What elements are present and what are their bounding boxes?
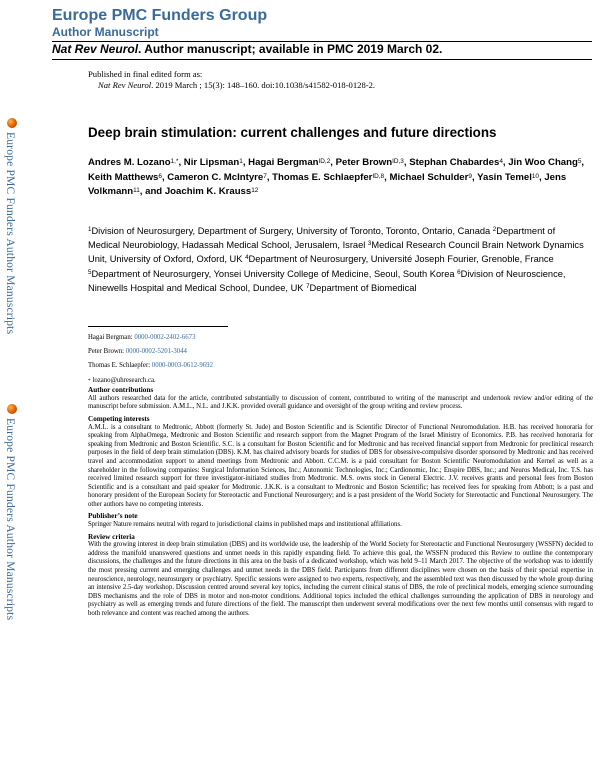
author-affiliation-marker: 9 [468, 172, 472, 180]
footnotes [88, 334, 593, 619]
affiliation-number: 4 [245, 254, 249, 262]
author [165, 186, 259, 197]
contributions-heading: Author contributions [88, 386, 154, 395]
affiliation-number: 1 [88, 226, 92, 233]
author-name: Peter Brown [335, 157, 393, 168]
affiliation-text: Department of Neurosurgery, Université Joseph Fourier, Grenoble, France [248, 254, 554, 265]
footnote-divider [88, 326, 228, 327]
affiliation-list [88, 224, 588, 295]
contributions-section [88, 386, 593, 412]
author-name: Keith Matthews [88, 171, 159, 183]
affiliation [306, 283, 416, 293]
funder-group-name: Europe PMC Funders Group [52, 7, 268, 24]
email-star: * [88, 377, 91, 384]
author-separator: , [161, 171, 168, 183]
competing-section [88, 415, 593, 510]
author-affiliation-marker: 1 [239, 158, 243, 165]
author-affiliation-marker: ID,8 [372, 172, 385, 180]
author-manuscript-label: Author Manuscript [52, 25, 159, 39]
author-affiliation-marker: 4 [499, 158, 503, 165]
orcid-link[interactable]: 0000-0003-0612-9692 [151, 362, 213, 370]
author-separator: , [330, 157, 336, 168]
author-list [88, 156, 588, 200]
author-affiliation-marker: ID,2 [318, 158, 331, 165]
affiliation [88, 226, 493, 236]
affiliation [88, 269, 457, 279]
author-name: Hagai Bergman [248, 157, 319, 168]
orcid-name: Peter Brown: [88, 348, 126, 356]
sidebar-watermark-bottom [4, 404, 20, 620]
header-divider-2 [52, 59, 592, 60]
author [184, 157, 248, 168]
author-name: Nir Lipsman [183, 157, 240, 168]
author [409, 157, 508, 168]
author [88, 157, 184, 168]
author-separator: , [266, 171, 273, 183]
orcid-name: Hagai Bergman: [88, 334, 135, 341]
europe-pmc-logo-icon [7, 118, 17, 128]
author-separator: , [384, 171, 390, 183]
orcid-entry [88, 334, 593, 343]
publication-journal: Nat Rev Neurol [98, 80, 152, 90]
author-name: Thomas E. Schlaepfer [272, 171, 373, 183]
affiliation-number: 7 [306, 282, 310, 290]
author-name: Michael Schulder [389, 171, 469, 183]
contributions-text: All authors researched data for the article, contributed substantially to discussion of content, contributed to writing of the manuscript and undertook review and/or editing of the manuscript before submission. A.M.L., N.L. and J.K.K. provided overall guidance and oversight of the group writing and review process. [88, 394, 593, 411]
author [508, 157, 584, 168]
affiliation-text: Division of Neurosurgery, Department of Surgery, University of Toronto, Toronto, Ontario, Canada [91, 226, 493, 236]
author-separator: , [538, 171, 545, 183]
author-name: Cameron C. McIntyre [167, 171, 264, 183]
sidebar-text: Europe PMC Funders Author Manuscripts [4, 418, 16, 621]
author [477, 172, 544, 183]
author-separator: , [178, 157, 184, 168]
publication-info [88, 69, 375, 91]
affiliation-text: Department of Neurosurgery, Yonsei University College of Medicine, Seoul, South Korea [91, 268, 458, 279]
author [88, 172, 167, 183]
author [248, 157, 335, 168]
author-separator: , [581, 157, 585, 168]
affiliation [245, 254, 554, 264]
review-section [88, 533, 593, 619]
affiliation-number: 3 [367, 240, 372, 248]
author [272, 172, 389, 183]
author-name: Yasin Temel [477, 171, 532, 183]
author-affiliation-marker: 12 [251, 187, 259, 194]
author-name: Stephan Chabardes [409, 157, 500, 168]
author [336, 157, 410, 168]
affiliation-text: Division of Neuroscience, Ninewells Hospital and Medical School, Dundee, UK [88, 268, 566, 293]
author-affiliation-marker: 7 [263, 172, 267, 180]
review-text: With the growing interest in deep brain stimulation (DBS) and its worldwide use, the leadership of the World Society for Stereotactic and Functional Neurosurgery (WSSFN) decided to address the manifold unanswered questions and unmet needs in this rapidly expanding field. To achieve this goal, the WSSFN produced this Review to outline the contemporary discussions, the challenges and the future directions in this area on the basis of a dedicated workshop, which was held 9–11 March 2017. The objective of the workshop was to identify the most pressing current and emerging challenges and unmet needs in the DBS field. Participants from different disciplines were chosen on the basis of their special expertise in neuroscience, neurology, neurosurgery or psychiatry. Specific sessions were assigned to two experts, respectively, and the assembled text was then discussed by the whole group during an intensive 2.5-day workshop. Discussion centred around several key topics, including the current clinical status of DBS, the role of preclinical models, emerging science surrounding DBS mechanisms and the role of DBS in motor and non-motor conditions. Additional topics included the ethical challenges surrounding the application of DBS in neurology and psychiatry as well as emerging trends and future directions of the field. The manuscript then underwent several modifications over the next few months until consensus with regard to both relevance and content was reached among the authors. [88, 541, 593, 617]
corresponding-email [88, 377, 593, 386]
author-separator: , [471, 171, 478, 183]
author-affiliation-marker: 1,* [170, 158, 179, 165]
author-affiliation-marker: 10 [531, 172, 539, 180]
paper-title: Deep brain stimulation: current challenges and future directions [88, 125, 497, 140]
author-affiliation-marker: ID,3 [392, 158, 404, 165]
author-name: Jin Woo Chang [508, 157, 578, 168]
affiliation-text: Department of Biomedical [309, 282, 417, 293]
publisher-heading: Publisher’s note [88, 512, 138, 521]
author-affiliation-marker: 5 [577, 158, 582, 165]
orcid-link[interactable]: 0000-0002-2402-6673 [134, 334, 196, 341]
email-address[interactable]: lozano@uhresearch.ca. [92, 376, 156, 384]
publication-intro: Published in final edited form as: [88, 69, 203, 79]
journal-name: Nat Rev Neurol [52, 42, 139, 56]
europe-pmc-logo-icon [7, 404, 17, 414]
sidebar-text: Europe PMC Funders Author Manuscripts [4, 132, 16, 335]
sidebar-watermark-top [4, 118, 20, 334]
funder-header [52, 6, 592, 60]
publication-details: . 2019 March ; 15(3): 148–160. doi:10.1038/s41582-018-0128-2. [151, 80, 376, 90]
orcid-entry [88, 348, 593, 357]
review-heading: Review criteria [88, 532, 135, 541]
author-name: Jens Volkmann [88, 171, 567, 197]
publisher-text: Springer Nature remains neutral with regard to jurisdictional claims in published maps and institutional affiliations. [88, 521, 402, 529]
author-name: Andres M. Lozano [88, 157, 171, 168]
availability-text: . Author manuscript; available in PMC 2019 March 02. [138, 42, 443, 56]
affiliation-text: Department of Medical Neurobiology, Hadassah Medical School, Jerusalem, Israel [88, 226, 556, 251]
journal-availability [52, 42, 592, 57]
orcid-link[interactable]: 0000-0002-5201-3044 [125, 348, 187, 356]
author-affiliation-marker: 11 [133, 187, 140, 194]
affiliation-number: 2 [492, 226, 497, 233]
author-separator: , [242, 157, 249, 168]
author-separator: , [403, 157, 410, 168]
publication-citation [88, 80, 375, 91]
author [167, 172, 272, 183]
author-name: Joachim K. Krauss [164, 186, 252, 197]
author-separator: , and [139, 186, 165, 197]
affiliation-number: 5 [88, 268, 92, 276]
orcid-name: Thomas E. Schlaepfer: [88, 362, 152, 370]
author-affiliation-marker: 6 [158, 172, 162, 180]
author [389, 172, 477, 183]
orcid-entry [88, 362, 593, 371]
competing-heading: Competing interests [88, 414, 150, 423]
competing-text: A.M.L. is a consultant to Medtronic, Abbott (formerly St. Jude) and Boston Scientific and is Scientific Director of Functional Neuromodulation. H.B. has received honoraria for speaking from AlphaOmega, Medtronic and Boston Scientific and research support from the Magnet Program of the Israel Ministry of Economics. P.B. has received honoraria for speaking from Medtronic and Boston Scientific. S.C. is a consultant for Boston Scientific and for Medtronic and has received financial support from Medtronic for preclinical research purposes in the field of deep brain stimulation (DBS). K.M. has chaired advisory boards for studies of DBS for obsessive-compulsive disorder sponsored by Medtronic and has received travel and accommodation support to attend meetings from Medtronic and Abbott. C.C.M. is a paid consultant for Boston Scientific Neuromodulation and Kernel as well as a shareholder in the following companies: Surgical Information Sciences, Inc.; Autonomic Technologies, Inc.; Cardionomic, Inc.; Enspire DBS, Inc.; and Neuros Medical, Inc. T.S. has received limited research support for three investigator-initiated studies from Medtronic. M.S. owns stock in General Electric. J.V. receives grants and personal fees from Boston Scientific and is a consultant and paid speaker for Medtronic. J.K.K. is a consultant to Medtronic and Boston Scientific; has received fees for speaking from Abbott; is a past and honorary president of the European Society for Stereotactic and Functional Neurosurgery; and is a past president of the World Society for Stereotactic and Functional Neurosurgery. The other authors have no competing interests. [88, 423, 593, 508]
affiliation-number: 6 [457, 268, 461, 276]
publisher-section [88, 512, 593, 529]
affiliation-text: Medical Research Council Brain Network Dynamics Unit, University of Oxford, Oxford, UK [88, 240, 584, 265]
author-separator: , [502, 157, 509, 168]
